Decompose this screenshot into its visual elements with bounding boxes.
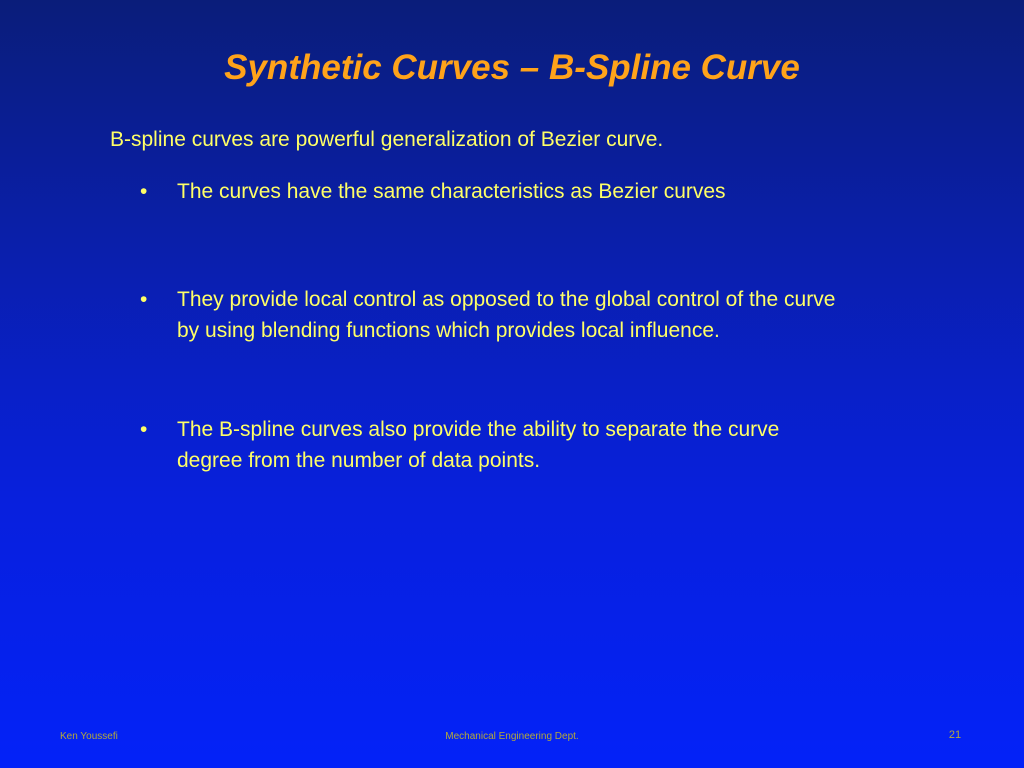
bullet-marker: • [140, 418, 148, 441]
bullet-marker: • [140, 180, 148, 203]
bullet-item [140, 284, 850, 346]
bullet-text: The curves have the same characteristics as Bezier curves [177, 180, 726, 203]
bullet-text: The B-spline curves also provide the ability to separate the curve degree from the number of data points. [177, 418, 780, 472]
intro-text: B-spline curves are powerful generalization of Bezier curve. [110, 128, 664, 151]
bullet-marker: • [140, 288, 148, 311]
bullet-item [140, 414, 850, 476]
page-number: 21 [948, 729, 962, 741]
footer-department: Mechanical Engineering Dept. [445, 731, 579, 742]
bullet-text: They provide local control as opposed to the global control of the curve by using blending functions which provides local influence. [177, 288, 836, 342]
footer-author: Ken Youssefi [60, 731, 118, 742]
bullet-item [140, 176, 850, 207]
slide-title: Synthetic Curves – B-Spline Curve [224, 48, 800, 87]
